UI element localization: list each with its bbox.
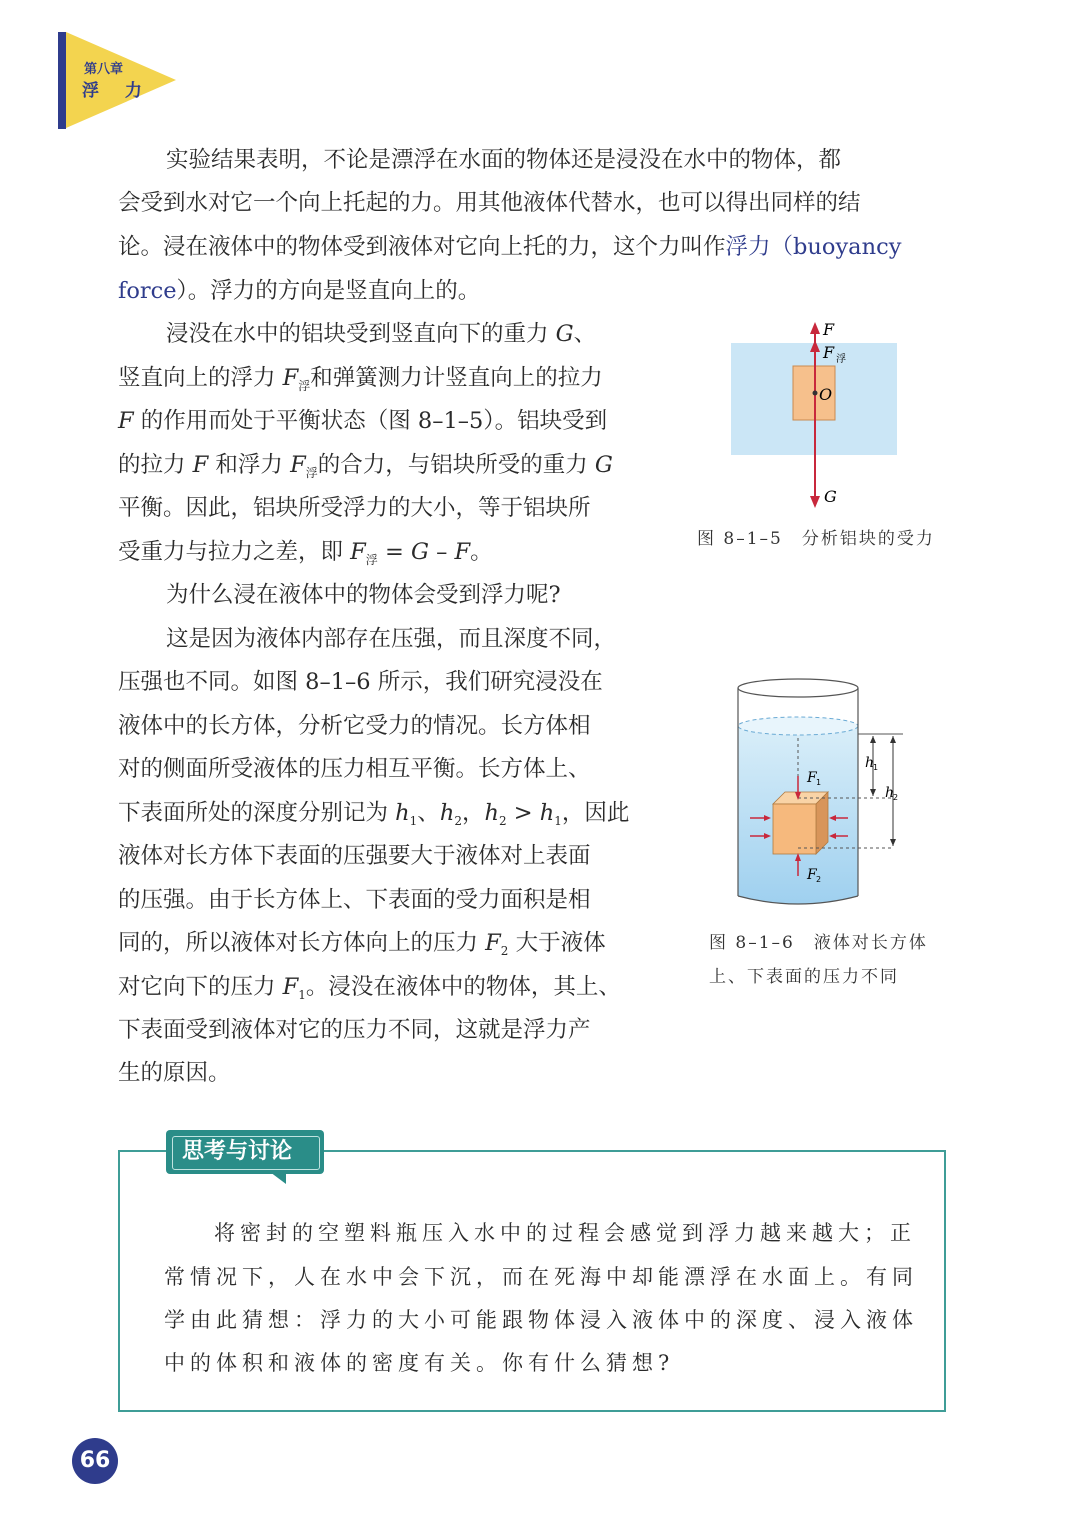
svg-text:1: 1 (816, 778, 822, 787)
paragraph-line: 平衡。因此，铝块所受浮力的大小，等于铝块所 (118, 495, 591, 521)
block-front (773, 804, 816, 854)
chapter-tab-bar (58, 32, 66, 129)
paragraph-line: 这是因为液体内部存在压强，而且深度不同， (166, 626, 617, 652)
label-h1: h (865, 755, 875, 771)
water-surface (738, 717, 858, 735)
paragraph-line: 竖直向上的浮力 $F_浮$和弹簧测力计竖直向上的拉力 (118, 365, 603, 393)
arrow-up-F (810, 322, 820, 334)
paragraph-line: 压强也不同。如图 8–1–6 所示，我们研究浸没在 (118, 669, 603, 695)
paragraph-line: 会受到水对它一个向上托起的力。用其他液体代替水，也可以得出同样的结 (118, 190, 861, 216)
paragraph-line: 为什么浸在液体中的物体会受到浮力呢? (166, 582, 561, 608)
label-F: F (823, 320, 835, 339)
paragraph-line: 浸没在水中的铝块受到竖直向下的重力 G、 (166, 321, 597, 347)
svg-text:1: 1 (873, 763, 879, 772)
center-point (813, 391, 818, 396)
paragraph-line: F 的作用而处于平衡状态（图 8–1–5）。铝块受到 (118, 408, 608, 434)
paragraph-line: 液体中的长方体，分析它受力的情况。长方体相 (118, 713, 591, 739)
figure-caption: 上、下表面的压力不同 (709, 967, 899, 987)
chapter-title: 浮 力 (82, 81, 152, 101)
paragraph-line: 生的原因。 (118, 1060, 231, 1086)
container-rim (738, 679, 858, 697)
discussion-tab-tail (270, 1172, 286, 1184)
paragraph-line: 实验结果表明，不论是漂浮在水面的物体还是浸没在水中的物体，都 (166, 147, 842, 173)
label-F-buoyant: F (823, 343, 835, 362)
discussion-line: 将密封的空塑料瓶压入水中的过程会感觉到浮力越来越大；正 (214, 1221, 916, 1245)
page-number: 66 (72, 1438, 118, 1484)
label-F1: F (807, 770, 817, 786)
label-h2: h (885, 785, 895, 801)
svg-text:2: 2 (893, 793, 899, 802)
label-G: G (824, 487, 837, 506)
svg-text:2: 2 (816, 875, 822, 884)
discussion-line: 学由此猜想：浮力的大小可能跟物体浸入液体中的深度、浸入液体 (164, 1308, 918, 1332)
paragraph-line: 论。浸在液体中的物体受到液体对它向上托的力，这个力叫作浮力（buoyancy (118, 234, 902, 260)
label-F2: F (807, 867, 817, 883)
paragraph-line: 下表面所处的深度分别记为 $h_1$、$h_2$，$h_2 > h_1$，因此 (118, 800, 630, 828)
paragraph-line: 的拉力 F 和浮力 $F_浮$的合力，与铝块所受的重力 G (118, 452, 613, 480)
figure-caption: 图 8–1–6 液体对长方体 (709, 933, 928, 953)
figure-caption: 图 8–1–5 分析铝块的受力 (697, 529, 935, 549)
label-O: O (819, 385, 833, 404)
figure-force-analysis (720, 318, 910, 513)
paragraph-line: force）。浮力的方向是竖直向上的。 (118, 278, 481, 304)
paragraph-line: 液体对长方体下表面的压强要大于液体对上表面 (118, 843, 591, 869)
figure-container-pressure (728, 676, 918, 916)
chapter-number: 第八章 (84, 62, 124, 77)
discussion-title: 思考与讨论 (182, 1139, 293, 1164)
term-buoyancy: 浮力 (725, 234, 771, 260)
label-F-buoyant-sub: 浮 (836, 354, 846, 365)
discussion-line: 常情况下，人在水中会下沉，而在死海中却能漂浮在水面上。有同 (164, 1265, 918, 1289)
paragraph-line: 对的侧面所受液体的压力相互平衡。长方体上、 (118, 756, 591, 782)
paragraph-line: 对它向下的压力 $F_1$。浸没在液体中的物体，其上、 (118, 974, 621, 1002)
discussion-line: 中的体积和液体的密度有关。你有什么猜想? (164, 1351, 675, 1375)
paragraph-line: 同的，所以液体对长方体向上的压力 $F_2$ 大于液体 (118, 930, 606, 958)
paragraph-line: 的压强。由于长方体上、下表面的受力面积是相 (118, 887, 591, 913)
paragraph-line: 受重力与拉力之差，即 $F_浮 = G - F$。 (118, 539, 493, 567)
paragraph-line: 下表面受到液体对它的压力不同，这就是浮力产 (118, 1017, 591, 1043)
arrow-down-G (810, 496, 820, 508)
